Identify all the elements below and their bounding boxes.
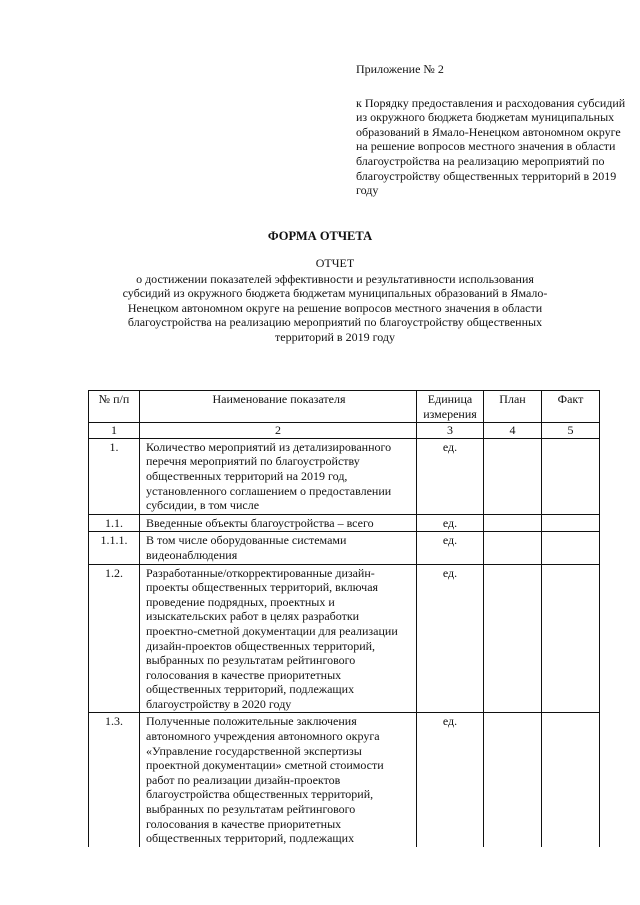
row-plan — [484, 514, 542, 532]
table-header-row — [89, 391, 600, 423]
row-unit: ед. — [417, 713, 484, 847]
row-fact — [542, 514, 600, 532]
report-word: ОТЧЕТ — [315, 256, 355, 270]
report-table — [88, 390, 600, 847]
column-number: 1 — [89, 423, 140, 439]
report-heading — [120, 256, 550, 345]
form-title: ФОРМА ОТЧЕТА — [267, 229, 373, 243]
row-number: 1.3. — [89, 713, 140, 847]
column-number-row — [89, 423, 600, 439]
row-number: 1. — [89, 438, 140, 514]
header-name: Наименование показателя — [140, 391, 417, 423]
table-row — [89, 514, 600, 532]
row-fact — [542, 532, 600, 564]
row-fact — [542, 713, 600, 847]
appendix-reference: к Порядку предоставления и расходования субсидий из окружного бюджета бюджетам муниципальных образований в Ямало-Ненецком автономном округе на решение вопросов местного значения в области благоустройства на реализацию мероприятий по благоустройству общественных территорий в 2019 году — [356, 95, 626, 198]
column-number: 4 — [484, 423, 542, 439]
row-fact — [542, 438, 600, 514]
row-indicator-name: Количество мероприятий из детализированного перечня мероприятий по благоустройству общественных территорий на 2019 год, установленного соглашением о предоставлении субсидии, в том числе — [140, 438, 417, 514]
row-unit: ед. — [417, 514, 484, 532]
row-plan — [484, 564, 542, 713]
row-unit: ед. — [417, 532, 484, 564]
header-fact: Факт — [542, 391, 600, 423]
row-indicator-name: Введенные объекты благоустройства – всего — [140, 514, 417, 532]
table-row — [89, 532, 600, 564]
row-plan — [484, 438, 542, 514]
report-table-wrapper — [88, 390, 600, 847]
table-row — [89, 438, 600, 514]
header-no: № п/п — [89, 391, 140, 423]
row-plan — [484, 532, 542, 564]
row-indicator-name: Полученные положительные заключения автономного учреждения автономного округа «Управление государственной экспертизы проектной документации» сметной стоимости работ по реализации дизайн-проектов благоустройства общественных территорий, выбранных по результатам рейтингового голосования в качестве приоритетных общественных территорий, подлежащих — [140, 713, 417, 847]
appendix-block — [356, 62, 628, 198]
report-description: о достижении показателей эффективности и результативности использования субсидий из окружного бюджета бюджетам муниципальных образований в Ямало-Ненецком автономном округе на решение вопросов местного значения в области благоустройства на реализацию мероприятий по благоустройству общественных территорий в 2019 году — [122, 271, 548, 344]
row-indicator-name: В том числе оборудованные системами видеонаблюдения — [140, 532, 417, 564]
row-unit: ед. — [417, 564, 484, 713]
appendix-title: Приложение № 2 — [356, 62, 444, 76]
row-number: 1.2. — [89, 564, 140, 713]
row-number: 1.1. — [89, 514, 140, 532]
column-number: 3 — [417, 423, 484, 439]
row-fact — [542, 564, 600, 713]
row-indicator-name: Разработанные/откорректированные дизайн-проекты общественных территорий, включая проведение подрядных, проектных и изыскательских работ в целях разработки проектно-сметной документации для реализации дизайн-проектов общественных территорий, выбранных по результатам рейтингового голосования в качестве приоритетных общественных территорий, подлежащих благоустройству в 2020 году — [140, 564, 417, 713]
row-plan — [484, 713, 542, 847]
column-number: 2 — [140, 423, 417, 439]
row-number: 1.1.1. — [89, 532, 140, 564]
column-number: 5 — [542, 423, 600, 439]
header-plan: План — [484, 391, 542, 423]
table-row — [89, 564, 600, 713]
header-unit: Единица измерения — [417, 391, 484, 423]
row-unit: ед. — [417, 438, 484, 514]
table-row — [89, 713, 600, 847]
